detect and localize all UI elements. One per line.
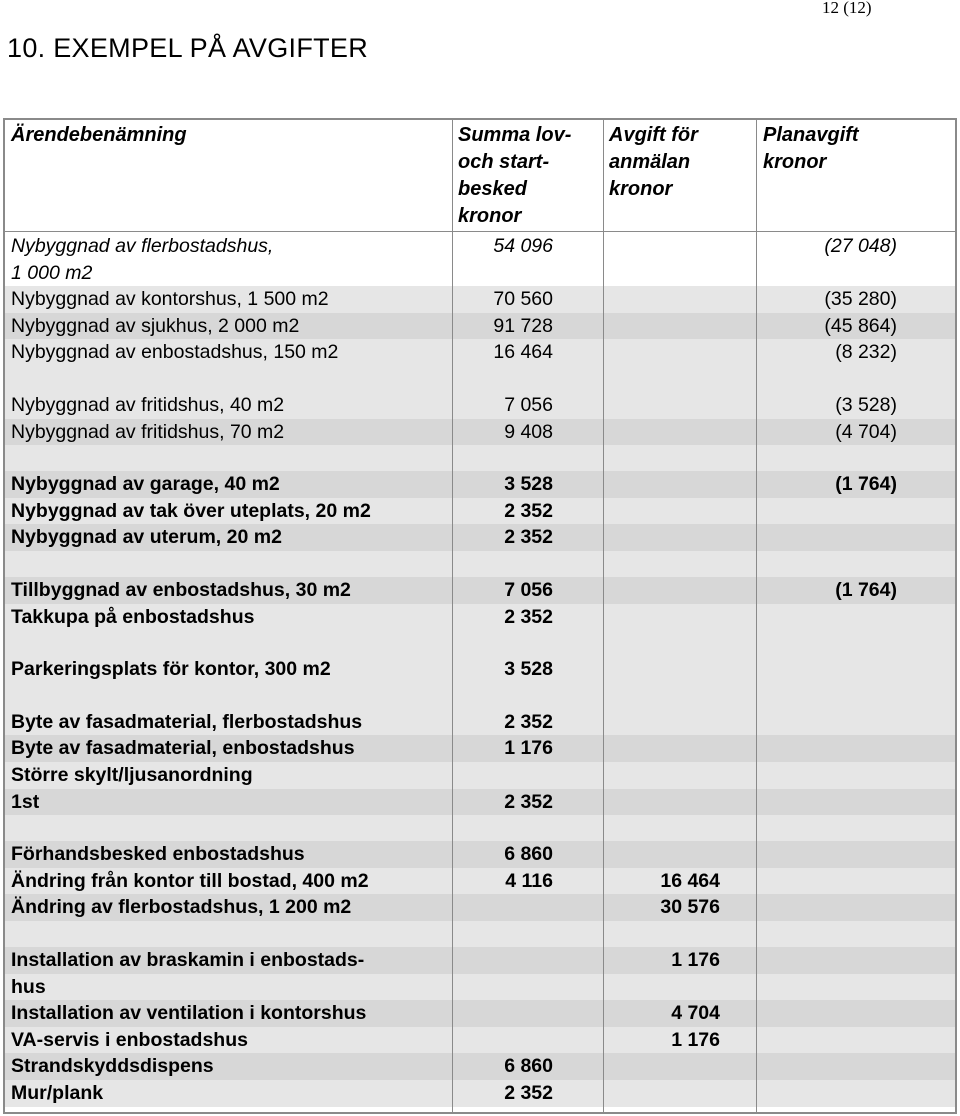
header-arendebenamning: Ärendebenämning bbox=[11, 124, 187, 146]
table-row bbox=[5, 498, 955, 525]
row-planavgift: (27 048) bbox=[824, 235, 897, 257]
table-row bbox=[5, 974, 955, 1001]
row-summa-lov: 2 352 bbox=[504, 499, 553, 522]
row-name: Nybyggnad av enbostadshus, 150 m2 bbox=[11, 341, 339, 364]
row-name: Nybyggnad av tak över uteplats, 20 m2 bbox=[11, 499, 371, 522]
section-heading: 10. EXEMPEL PÅ AVGIFTER bbox=[7, 33, 369, 63]
table-row bbox=[5, 286, 955, 313]
table-row bbox=[5, 604, 955, 631]
row-name: Nybyggnad av flerbostadshus, bbox=[11, 235, 274, 257]
header-anmalan-line: anmälan bbox=[609, 151, 691, 173]
table-row bbox=[5, 1000, 955, 1027]
table-row bbox=[5, 392, 955, 419]
row-summa-lov: 2 352 bbox=[504, 1082, 553, 1104]
row-name: Ändring från kontor till bostad, 400 m2 bbox=[11, 869, 369, 892]
row-planavgift: (4 704) bbox=[835, 420, 897, 443]
table-row bbox=[5, 656, 955, 683]
table-row bbox=[5, 233, 955, 260]
row-planavgift: (3 528) bbox=[835, 394, 897, 416]
header-plan-line: Planavgift bbox=[763, 124, 859, 146]
header-summa-lov bbox=[458, 122, 571, 230]
header-planavgift bbox=[763, 122, 859, 176]
row-name: Tillbyggnad av enbostadshus, 30 m2 bbox=[11, 579, 351, 601]
row-summa-lov: 9 408 bbox=[504, 420, 553, 443]
row-avgift-anmalan: 16 464 bbox=[660, 869, 720, 892]
table-row bbox=[5, 868, 955, 895]
table-spacer-row bbox=[5, 551, 955, 577]
row-name: Byte av fasadmaterial, flerbostadshus bbox=[11, 710, 363, 733]
row-name: 1st bbox=[11, 790, 40, 813]
row-summa-lov: 2 352 bbox=[504, 790, 553, 813]
row-summa-lov: 6 860 bbox=[504, 1055, 553, 1078]
row-summa-lov: 3 528 bbox=[504, 658, 553, 681]
row-name: Nybyggnad av fritidshus, 70 m2 bbox=[11, 420, 285, 443]
column-divider bbox=[756, 120, 757, 1112]
table-row bbox=[5, 841, 955, 868]
row-planavgift: (35 280) bbox=[824, 288, 897, 311]
row-summa-lov: 16 464 bbox=[493, 341, 553, 364]
header-summa-line: kronor bbox=[458, 205, 522, 227]
row-name: 1 000 m2 bbox=[11, 261, 93, 284]
row-avgift-anmalan: 1 176 bbox=[671, 1028, 720, 1051]
row-name: Parkeringsplats för kontor, 300 m2 bbox=[11, 658, 331, 681]
header-summa-line: och start- bbox=[458, 151, 550, 173]
table-row bbox=[5, 947, 955, 974]
table-row bbox=[5, 1027, 955, 1054]
row-summa-lov: 2 352 bbox=[504, 526, 553, 549]
row-name: Takkupa på enbostadshus bbox=[11, 605, 255, 628]
row-avgift-anmalan: 30 576 bbox=[660, 896, 720, 919]
table-row bbox=[5, 577, 955, 604]
row-summa-lov: 91 728 bbox=[493, 314, 553, 337]
header-summa-line: Summa lov- bbox=[458, 124, 572, 146]
column-divider bbox=[452, 120, 453, 1112]
row-name: Nybyggnad av sjukhus, 2 000 m2 bbox=[11, 314, 300, 337]
table-spacer-row bbox=[5, 445, 955, 471]
row-summa-lov: 2 352 bbox=[504, 605, 553, 628]
header-avgift-anmalan bbox=[609, 122, 698, 203]
table-spacer-row bbox=[5, 921, 955, 947]
table-row bbox=[5, 260, 955, 287]
row-summa-lov: 54 096 bbox=[493, 235, 553, 257]
row-summa-lov: 1 176 bbox=[504, 737, 553, 760]
row-name: Förhandsbesked enbostadshus bbox=[11, 843, 305, 866]
row-avgift-anmalan: 4 704 bbox=[671, 1002, 720, 1025]
header-plan-line: kronor bbox=[763, 151, 827, 173]
row-summa-lov: 7 056 bbox=[504, 579, 553, 601]
row-planavgift: (1 764) bbox=[835, 473, 897, 496]
row-name: Installation av braskamin i enbostads- bbox=[11, 949, 365, 971]
table-row bbox=[5, 1053, 955, 1080]
row-name: VA-servis i enbostadshus bbox=[11, 1028, 248, 1051]
row-planavgift: (45 864) bbox=[824, 314, 897, 337]
row-name: Större skylt/ljusanordning bbox=[11, 764, 253, 786]
fee-table bbox=[3, 118, 957, 1114]
table-spacer-row bbox=[5, 815, 955, 841]
row-name: Ändring av flerbostadshus, 1 200 m2 bbox=[11, 896, 352, 919]
row-summa-lov: 6 860 bbox=[504, 843, 553, 866]
table-row bbox=[5, 313, 955, 340]
row-name: Strandskyddsdispens bbox=[11, 1055, 214, 1078]
row-name: Nybyggnad av kontorshus, 1 500 m2 bbox=[11, 288, 329, 311]
row-avgift-anmalan: 1 176 bbox=[671, 949, 720, 971]
table-row bbox=[5, 339, 955, 366]
header-summa-line: besked bbox=[458, 178, 527, 200]
row-summa-lov: 2 352 bbox=[504, 710, 553, 733]
header-anmalan-line: Avgift för bbox=[609, 124, 698, 146]
row-name: Byte av fasadmaterial, enbostadshus bbox=[11, 737, 355, 760]
row-name: Mur/plank bbox=[11, 1082, 104, 1104]
table-row bbox=[5, 709, 955, 736]
row-name: Nybyggnad av garage, 40 m2 bbox=[11, 473, 280, 496]
table-row bbox=[5, 894, 955, 921]
table-spacer-row bbox=[5, 683, 955, 709]
row-planavgift: (8 232) bbox=[835, 341, 897, 364]
table-spacer-row bbox=[5, 630, 955, 656]
table-row bbox=[5, 524, 955, 551]
header-separator bbox=[5, 231, 955, 232]
row-name: Nybyggnad av uterum, 20 m2 bbox=[11, 526, 282, 549]
row-summa-lov: 3 528 bbox=[504, 473, 553, 496]
row-name: Nybyggnad av fritidshus, 40 m2 bbox=[11, 394, 285, 416]
table-row bbox=[5, 789, 955, 816]
table-row bbox=[5, 471, 955, 498]
page-number: 12 (12) bbox=[822, 0, 872, 17]
row-summa-lov: 4 116 bbox=[505, 869, 553, 892]
table-row bbox=[5, 762, 955, 789]
column-divider bbox=[603, 120, 604, 1112]
row-planavgift: (1 764) bbox=[835, 579, 897, 601]
table-header bbox=[5, 120, 955, 231]
table-row bbox=[5, 735, 955, 762]
table-row bbox=[5, 1080, 955, 1107]
table-spacer-row bbox=[5, 366, 955, 392]
table-row bbox=[5, 419, 955, 446]
header-anmalan-line: kronor bbox=[609, 178, 673, 200]
row-summa-lov: 70 560 bbox=[493, 288, 553, 311]
row-name: hus bbox=[11, 975, 46, 998]
row-name: Installation av ventilation i kontorshus bbox=[11, 1002, 367, 1025]
row-summa-lov: 7 056 bbox=[504, 394, 553, 416]
